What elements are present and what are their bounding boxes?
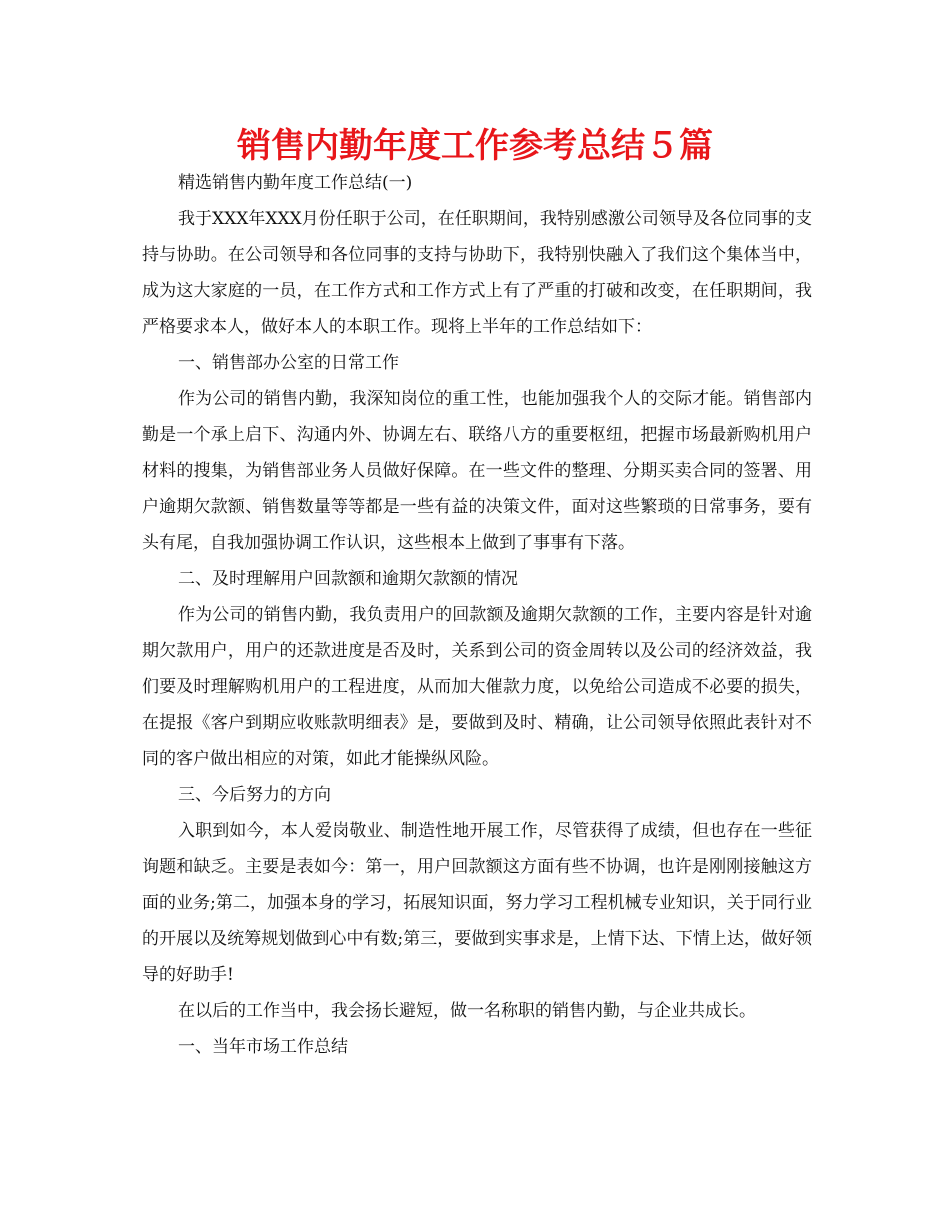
paragraph-section-1: 作为公司的销售内勤，我深知岗位的重工性，也能加强我个人的交际才能。销售部内勤是一个承上启下、沟通内外、协调左右、联络八方的重要枢纽，把握市场最新购机用户材料的搜集，为销售部业务人员做好保障。在一些文件的整理、分期买卖合同的签署、用户逾期欠款额、销售数量等等都是一些有益的决策文件，面对这些繁琐的日常事务，要有头有尾，自我加强协调工作认识，这些根本上做到了事事有下落。 [142, 389, 812, 553]
paragraph-subtitle: 精选销售内勤年度工作总结(一) [178, 173, 413, 193]
paragraph-intro: 我于XXX年XXX月份任职于公司，在任职期间，我特别感激公司领导及各位同事的支持与协助。在公司领导和各位同事的支持与协助下，我特别快融入了我们这个集体当中，成为这大家庭的一员，在工作方式和工作方式上有了严重的打破和改变，在任职期间，我严格要求本人，做好本人的本职工作。现将上半年的工作总结如下： [142, 209, 812, 337]
document-body [142, 165, 812, 1065]
paragraph-section-2: 作为公司的销售内勤，我负责用户的回款额及逾期欠款额的工作，主要内容是针对逾期欠款用户，用户的还款进度是否及时，关系到公司的资金周转以及公司的经济效益，我们要及时理解购机用户的工程进度，从而加大催款力度，以免给公司造成不必要的损失，在提报《客户到期应收账款明细表》是，要做到及时、精确，让公司领导依照此表针对不同的客户做出相应的对策，如此才能操纵风险。 [142, 605, 812, 769]
section-heading-3: 三、今后努力的方向 [178, 785, 331, 805]
section-heading-market: 一、当年市场工作总结 [178, 1037, 348, 1057]
document-title: 销售内勤年度工作参考总结５篇 [237, 126, 713, 166]
section-heading-1: 一、销售部办公室的日常工作 [178, 353, 399, 373]
paragraph-closing: 在以后的工作当中，我会扬长避短，做一名称职的销售内勤，与企业共成长。 [178, 1001, 756, 1021]
section-heading-2: 二、及时理解用户回款额和逾期欠款额的情况 [178, 569, 518, 589]
paragraph-section-3: 入职到如今，本人爱岗敬业、制造性地开展工作，尽管获得了成绩，但也存在一些征询题和缺乏。主要是表如今：第一，用户回款额这方面有些不协调，也许是刚刚接触这方面的业务;第二，加强本身的学习，拓展知识面，努力学习工程机械专业知识，关于同行业的开展以及统筹规划做到心中有数;第三，要做到实事求是，上情下达、下情上达，做好领导的好助手! [142, 821, 812, 985]
